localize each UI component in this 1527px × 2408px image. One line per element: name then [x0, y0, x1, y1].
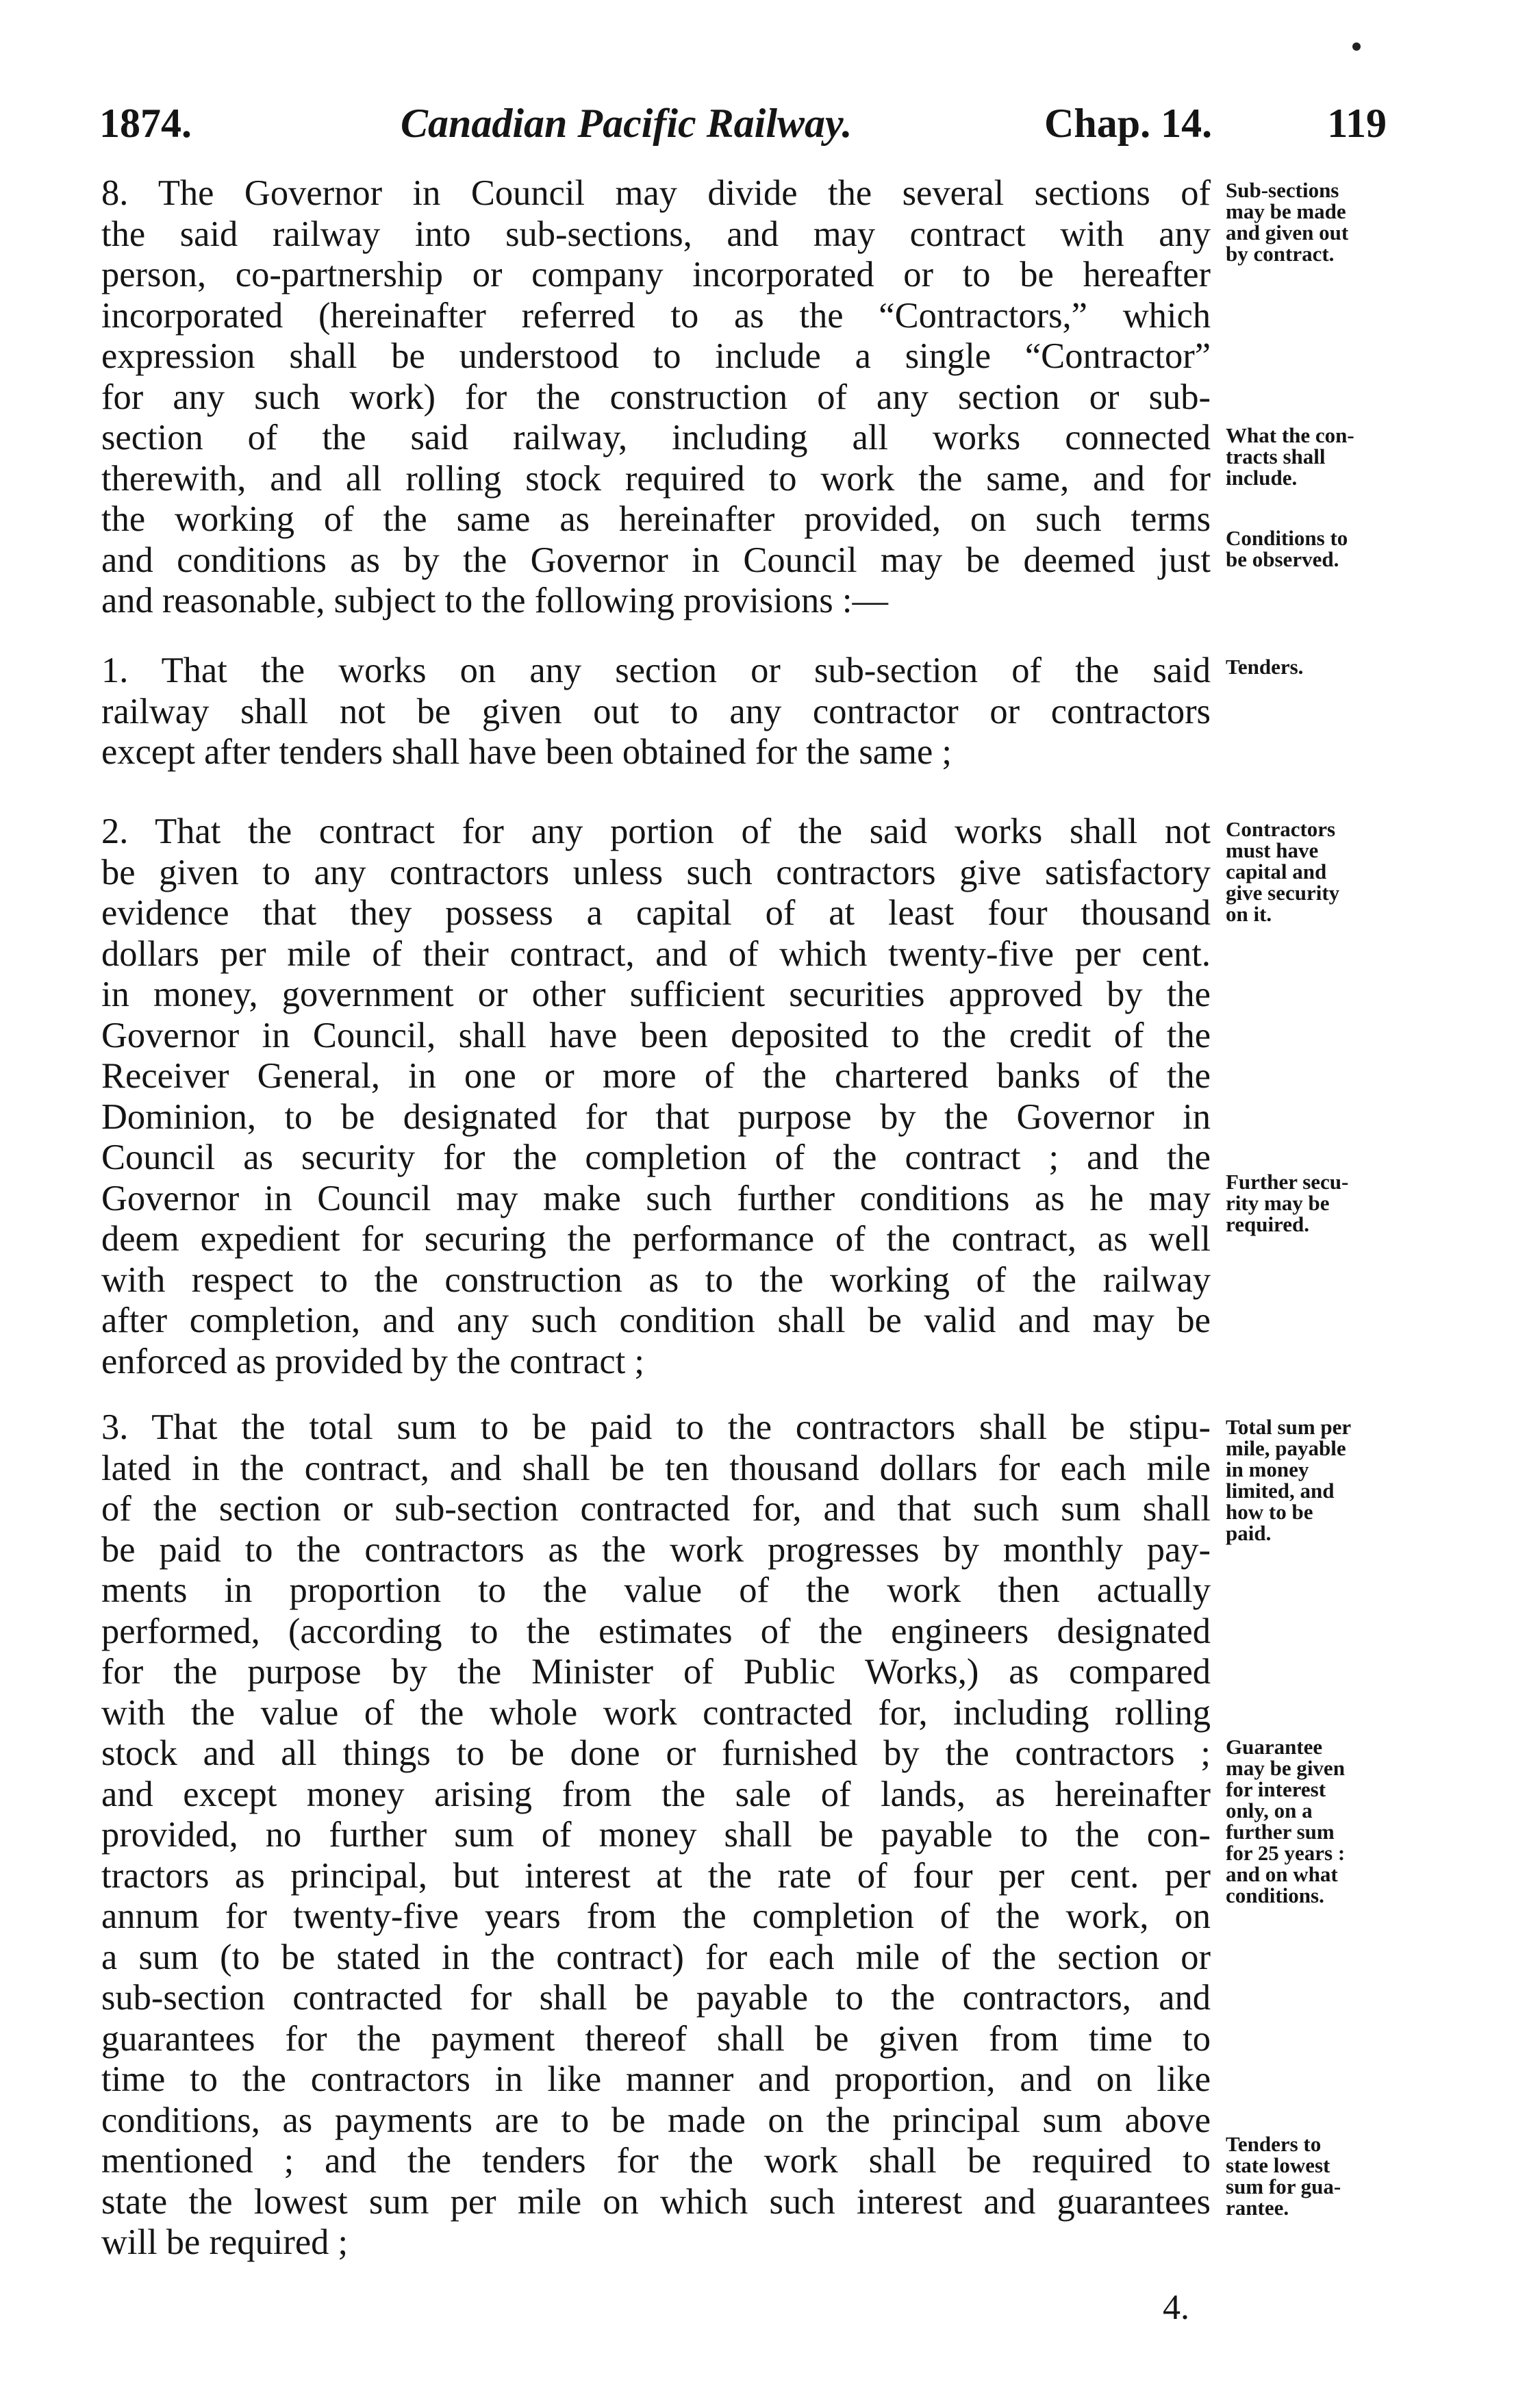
note-line: paid. — [1226, 1521, 1272, 1545]
marginal-note-total-sum — [1226, 1416, 1390, 1544]
note-line: state lowest — [1226, 2153, 1330, 2177]
text-line: lated in the contract, and shall be ten thousand dollars for each mile — [101, 1448, 1211, 1488]
text-line: enforced as provided by the contract ; — [101, 1341, 645, 1381]
note-line: include. — [1226, 466, 1298, 490]
text-line: Governor in Council, shall have been deposited to the credit of the — [101, 1015, 1211, 1055]
marginal-note-guarantee — [1226, 1736, 1390, 1906]
header-year: 1874. — [99, 101, 192, 146]
text-line: for any such work) for the construction of any section or sub- — [101, 377, 1211, 417]
text-line: mentioned ; and the tenders for the work shall be required to — [101, 2141, 1211, 2181]
text-line: and except money arising from the sale of lands, as hereinafter — [101, 1774, 1211, 1814]
text-line: guarantees for the payment thereof shall be given from time to — [101, 2018, 1211, 2059]
note-line: Conditions to — [1226, 526, 1348, 550]
note-line: on it. — [1226, 902, 1272, 926]
marginal-note-sub-sections — [1226, 179, 1390, 264]
note-line: rantee. — [1226, 2196, 1289, 2220]
text-line: Receiver General, in one or more of the chartered banks of the — [101, 1056, 1211, 1096]
text-line: the working of the same as hereinafter provided, on such terms — [101, 499, 1211, 539]
text-line: expression shall be understood to include a single “Contractor” — [101, 336, 1211, 376]
header-title: Canadian Pacific Railway. — [401, 101, 853, 146]
text-line: and reasonable, subject to the following provisions :— — [101, 581, 888, 620]
text-line: for the purpose by the Minister of Public Works,) as compared — [101, 1652, 1211, 1692]
text-line: and conditions as by the Governor in Council may be deemed just — [101, 540, 1211, 580]
note-line: be observed. — [1226, 547, 1339, 571]
text-line: with the value of the whole work contracted for, including rolling — [101, 1692, 1211, 1733]
note-line: may be given — [1226, 1756, 1345, 1780]
text-line: 8. The Governor in Council may divide the several sections of — [101, 173, 1211, 213]
text-line: the said railway into sub-sections, and may contract with any — [101, 214, 1211, 254]
note-line: Tenders to — [1226, 2132, 1322, 2156]
note-line: by contract. — [1226, 242, 1335, 266]
text-line: 3. That the total sum to be paid to the contractors shall be stipu- — [101, 1407, 1211, 1447]
note-line: conditions. — [1226, 1883, 1324, 1907]
text-line: provided, no further sum of money shall be payable to the con- — [101, 1815, 1211, 1855]
note-line: Tenders. — [1226, 655, 1304, 679]
text-line: of the section or sub-section contracted for, and that such sum shall — [101, 1489, 1211, 1529]
text-line: time to the contractors in like manner and proportion, and on like — [101, 2059, 1211, 2099]
note-line: must have — [1226, 838, 1319, 862]
marginal-note-conditions — [1226, 527, 1390, 570]
note-line: Total sum per — [1226, 1415, 1352, 1439]
note-line: only, on a — [1226, 1798, 1313, 1822]
marginal-note-tenders-lowest — [1226, 2133, 1390, 2218]
note-line: and given out — [1226, 221, 1349, 244]
text-line: therewith, and all rolling stock required to work the same, and for — [101, 458, 1211, 499]
text-line: Council as security for the completion of the contract ; and the — [101, 1138, 1211, 1177]
text-line: tractors as principal, but interest at the rate of four per cent. per — [101, 1855, 1211, 1896]
text-line: section of the said railway, including all works connected — [101, 418, 1211, 457]
note-line: Sub-sections — [1226, 178, 1339, 202]
text-line: stock and all things to be done or furnished by the contractors ; — [101, 1733, 1211, 1773]
text-line: will be required ; — [101, 2222, 349, 2262]
note-line: how to be — [1226, 1500, 1313, 1524]
text-line: with respect to the construction as to the working of the railway — [101, 1259, 1211, 1300]
catchword: 4. — [1163, 2288, 1189, 2327]
text-line: deem expedient for securing the performance of the contract, as well — [101, 1219, 1211, 1259]
header-chapter: Chap. 14. — [1044, 101, 1213, 146]
text-line: in money, government or other sufficient securities approved by the — [101, 975, 1211, 1014]
note-line: further sum — [1226, 1820, 1335, 1844]
note-line: Further secu- — [1226, 1170, 1349, 1194]
note-line: Contractors — [1226, 817, 1336, 841]
section-8-paragraph — [101, 173, 1211, 622]
marginal-note-further-security — [1226, 1171, 1390, 1235]
text-line: after completion, and any such condition shall be valid and may be — [101, 1301, 1211, 1340]
marginal-note-contracts-include — [1226, 425, 1390, 488]
text-line: Governor in Council may make such further conditions as he may — [101, 1178, 1211, 1218]
text-line: except after tenders shall have been obtained for the same ; — [101, 732, 952, 772]
text-line: dollars per mile of their contract, and of which twenty-five per cent. — [101, 933, 1211, 974]
marginal-note-contractors-capital — [1226, 818, 1390, 925]
text-line: incorporated (hereinafter referred to as the “Contractors,” which — [101, 295, 1211, 336]
text-line: state the lowest sum per mile on which such interest and guarantees — [101, 2181, 1211, 2222]
text-line: be paid to the contractors as the work progresses by monthly pay- — [101, 1529, 1211, 1570]
note-line: required. — [1226, 1212, 1310, 1236]
note-line: rity may be — [1226, 1191, 1330, 1215]
text-line: annum for twenty-five years from the completion of the work, on — [101, 1896, 1211, 1936]
note-line: in money — [1226, 1457, 1309, 1481]
text-line: be given to any contractors unless such contractors give satisfactory — [101, 852, 1211, 892]
note-line: and on what — [1226, 1862, 1338, 1886]
note-line: for interest — [1226, 1777, 1326, 1801]
note-line: Guarantee — [1226, 1735, 1323, 1759]
note-line: What the con- — [1226, 423, 1354, 447]
running-header — [99, 96, 1387, 151]
text-line: conditions, as payments are to be made on the principal sum above — [101, 2100, 1211, 2140]
note-line: capital and — [1226, 860, 1327, 883]
note-line: mile, payable — [1226, 1436, 1346, 1460]
text-line: 1. That the works on any section or sub-section of the said — [101, 651, 1211, 690]
note-line: sum for gua- — [1226, 2174, 1341, 2198]
text-line: performed, (according to the estimates of the engineers designated — [101, 1611, 1211, 1651]
note-line: give security — [1226, 881, 1340, 905]
provision-2-paragraph — [101, 812, 1211, 1382]
text-line: railway shall not be given out to any contractor or contractors — [101, 691, 1211, 731]
note-line: may be made — [1226, 199, 1346, 223]
note-line: tracts shall — [1226, 444, 1326, 468]
text-line: evidence that they possess a capital of at least four thousand — [101, 893, 1211, 933]
text-line: ments in proportion to the value of the work then actually — [101, 1570, 1211, 1610]
text-line: person, co-partnership or company incorporated or to be hereafter — [101, 255, 1211, 294]
ink-dot — [1352, 42, 1361, 51]
marginal-note-tenders — [1226, 656, 1390, 677]
text-line: 2. That the contract for any portion of the said works shall not — [101, 812, 1211, 851]
provision-1-paragraph — [101, 651, 1211, 773]
text-line: Dominion, to be designated for that purpose by the Governor in — [101, 1096, 1211, 1137]
note-line: limited, and — [1226, 1479, 1335, 1503]
text-line: sub-section contracted for shall be payable to the contractors, and — [101, 1978, 1211, 2018]
provision-3-paragraph — [101, 1407, 1211, 2263]
note-line: for 25 years : — [1226, 1841, 1346, 1865]
text-line: a sum (to be stated in the contract) for each mile of the section or — [101, 1937, 1211, 1977]
header-page-number: 119 — [1327, 101, 1387, 146]
